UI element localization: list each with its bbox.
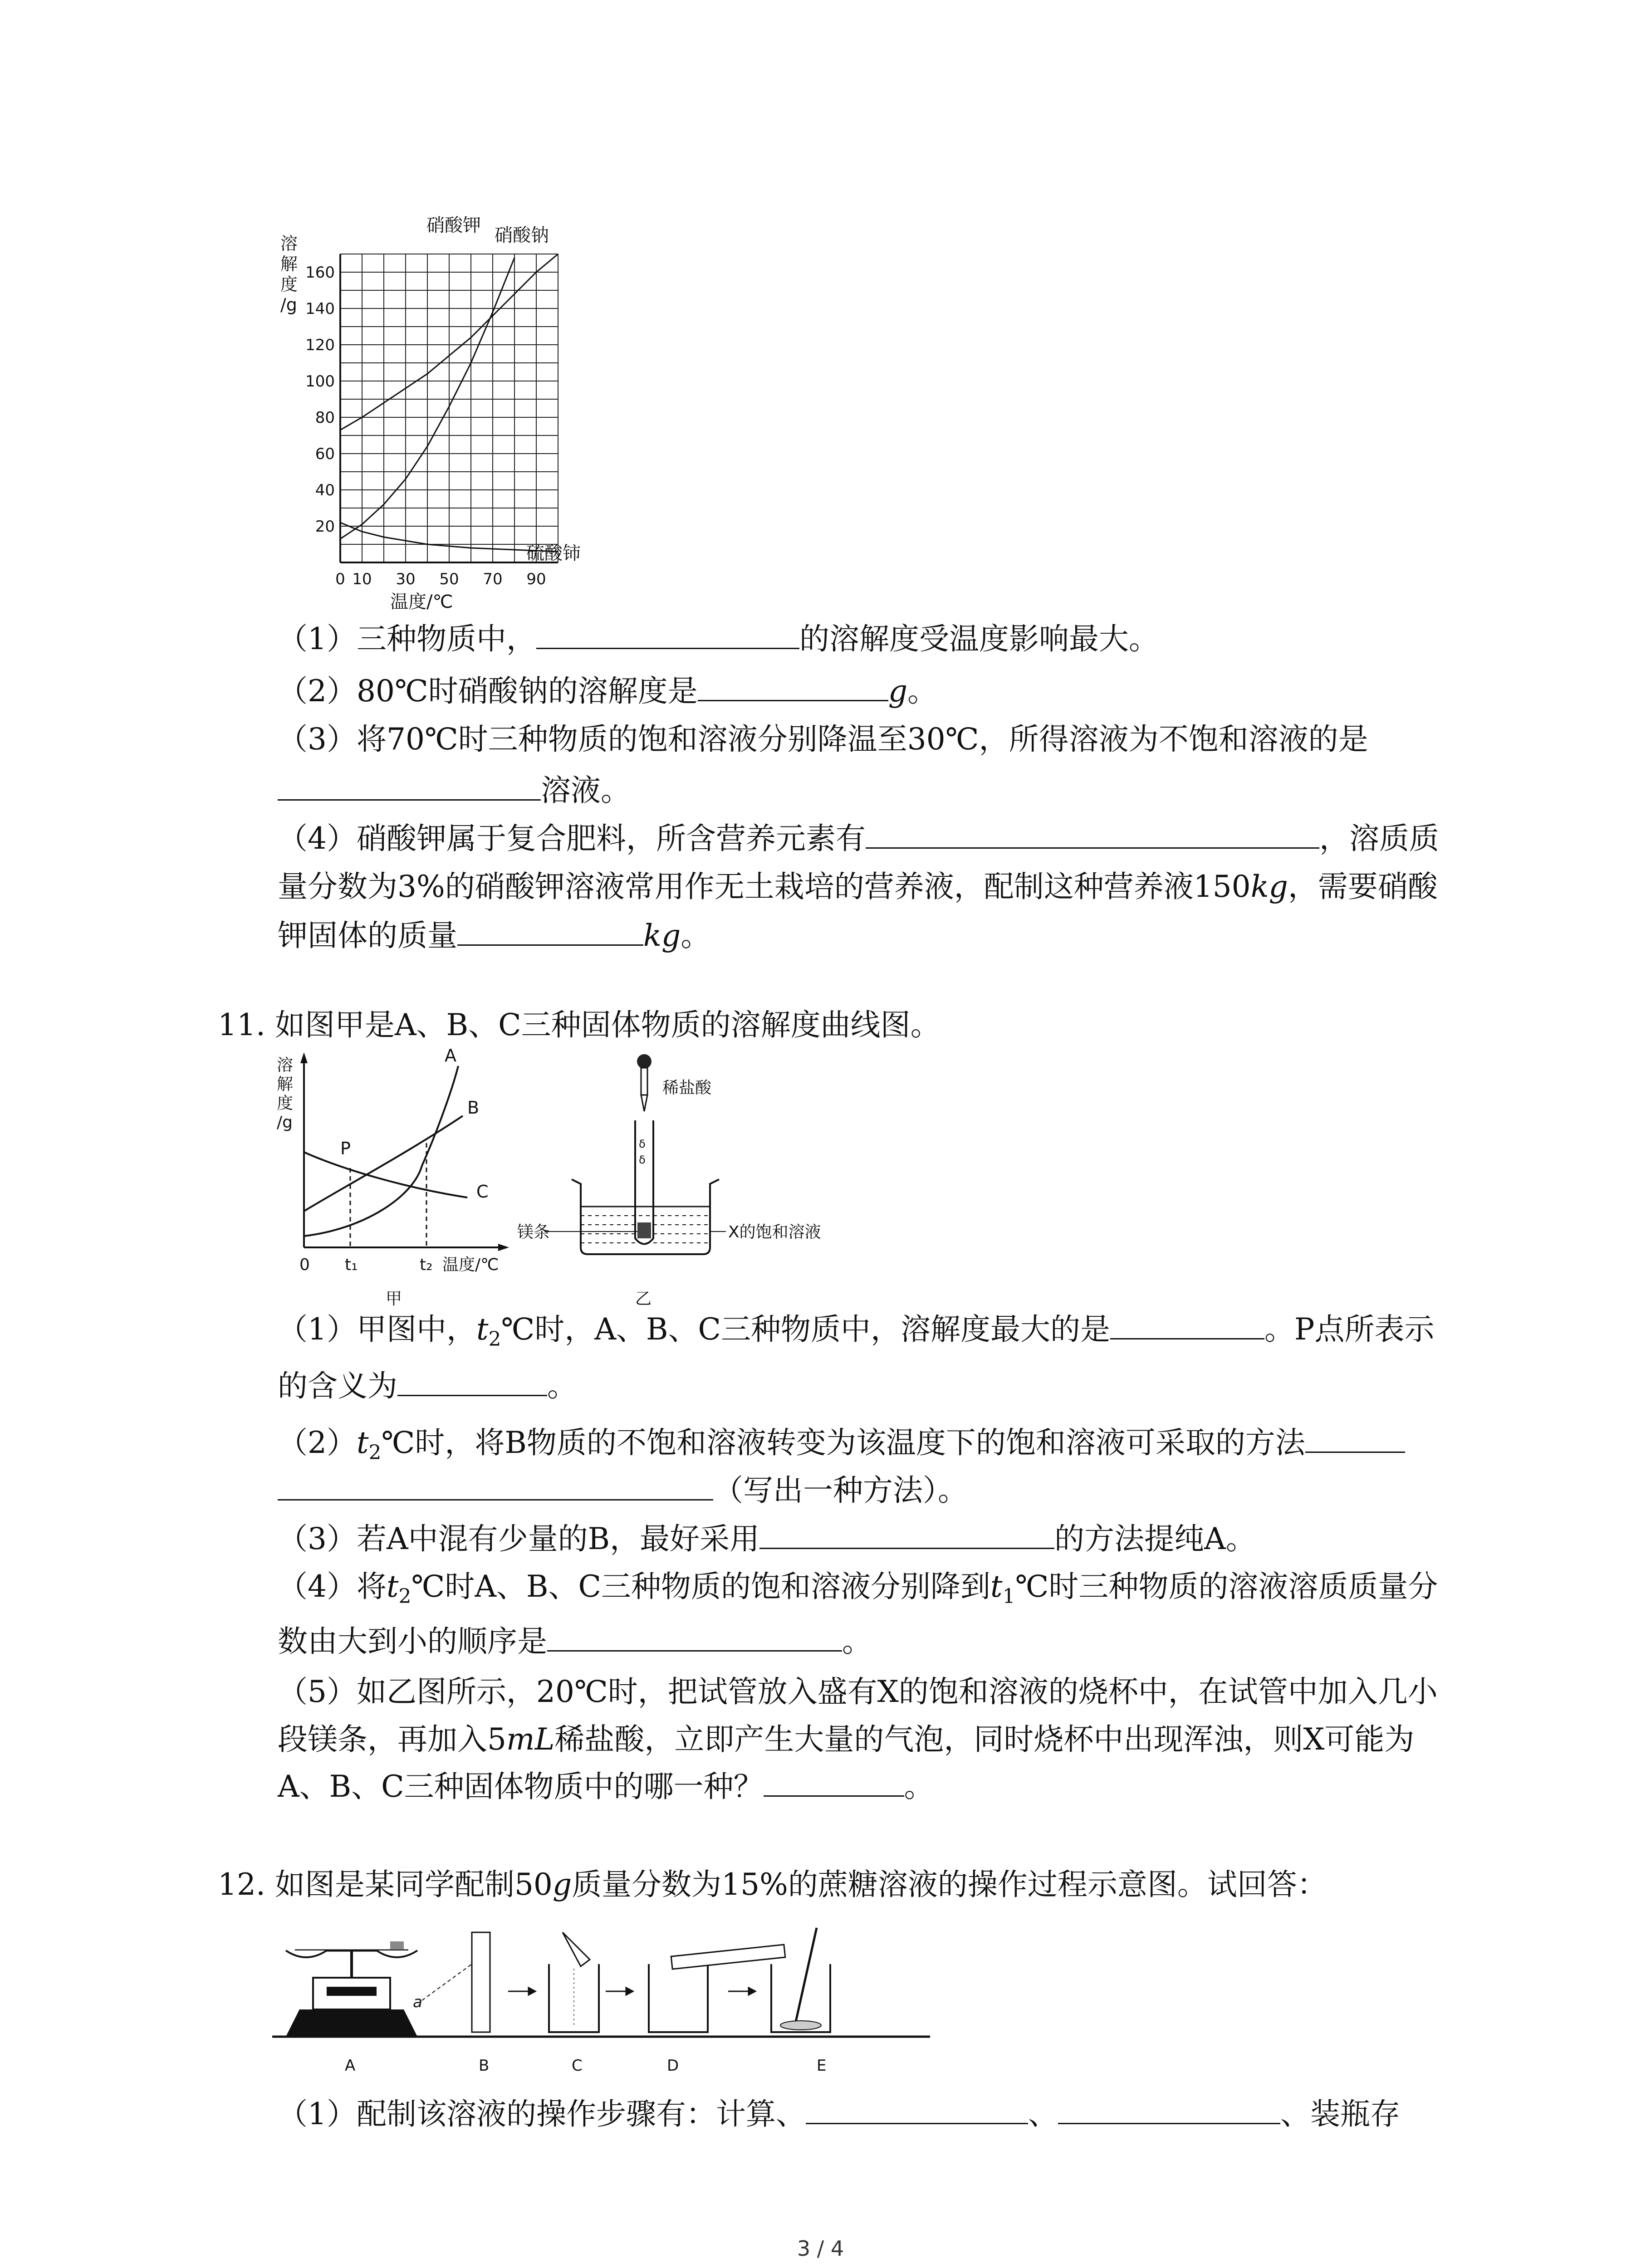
q10-part2: （2）80℃时硝酸钠的溶解度是 g。 [278,674,938,709]
y-label-3: 度 [277,1094,294,1113]
q11-part1-line2: 的含义为 。 [278,1369,577,1403]
apparatus-yi [517,1048,826,1311]
curve-A [304,1066,458,1236]
answer-blank[interactable] [1058,2096,1280,2124]
label-a: a [413,1993,422,2011]
saturated-solution-label: X的饱和溶液 [728,1223,821,1242]
x-tick-t2: t₂ [420,1256,433,1274]
q11-part5-line1: （5）如乙图所示，20℃时，把试管放入盛有X的饱和溶液的烧杯中，在试管中加入几小 [278,1674,1438,1709]
solubility-chart-jia [272,1048,526,1311]
solubility-chart-1 [272,213,590,621]
q11-part1-line1: （1）甲图中，$t_2℃$时，A、B、C三种物质中，溶解度最大的是 。P点所表示 [278,1312,1435,1351]
x-axis-label: 温度/℃ [442,1256,499,1274]
answer-blank[interactable] [866,820,1319,849]
curve-B [304,1116,463,1211]
q11-part4-line1: （4）将$t_2℃$时A、B、C三种物质的饱和溶液分别降到$t_1℃$时三种物质的溶液溶质质量分 [278,1569,1438,1608]
beaker-D [649,1945,785,2032]
svg-text:δ: δ [639,1138,646,1150]
x-tick-t1: t₁ [345,1256,358,1274]
mg-label: 镁条 [517,1223,550,1242]
y-tick-label: 160 [305,264,335,282]
svg-text:δ: δ [639,1154,646,1166]
curve-label-C: C [476,1182,489,1202]
label-D: D [667,2057,679,2075]
q12-part1: （1）配制该溶液的操作步骤有：计算、 、 、装瓶存 [278,2097,1400,2131]
x-tick-0: 0 [299,1256,310,1274]
x-tick-label: 30 [396,570,416,588]
point-label-P: P [340,1139,351,1158]
chart-ticks [305,264,546,588]
answer-blank[interactable] [457,917,643,946]
y-axis-label-1: 溶 [280,234,298,254]
caption-yi: 乙 [635,1290,652,1308]
q11-part5-line2: 段镁条，再加入5mL稀盐酸，立即产生大量的气泡，同时烧杯中出现浑浊，则X可能为 [278,1722,1415,1757]
answer-blank[interactable] [278,1472,713,1501]
y-axis-label-3: 度 [280,274,298,294]
y-tick-label: 40 [315,481,335,499]
y-tick-label: 140 [305,300,335,318]
y-label-2: 解 [277,1075,294,1094]
beaker-E [771,1928,830,2032]
answer-blank[interactable] [764,1768,904,1797]
answer-blank[interactable] [806,2096,1028,2124]
q11-part5-line3: A、B、C三种固体物质中的哪一种？ 。 [278,1769,934,1804]
q10-part4-line1: （4）硝酸钾属于复合肥料，所含营养元素有 ，溶质质 [278,821,1439,856]
y-axis-label-4: /g [280,295,297,315]
x-axis-label: 温度/℃ [390,591,453,612]
y-tick-label: 60 [315,445,335,463]
curve-C [304,1152,467,1198]
y-label-1: 溶 [277,1056,294,1075]
x-tick-label: 50 [439,570,459,588]
series-label-kno3: 硝酸钾 [426,215,481,236]
beaker-C [549,1932,599,2032]
y-tick-label: 20 [315,518,335,536]
x-tick-label: 0 [335,570,345,588]
label-E: E [817,2057,827,2075]
y-label-4: /g [277,1113,293,1132]
q10-part1: （1）三种物质中， 的溶解度受温度影响最大。 [278,621,1159,656]
q10-part4-line3: 钾固体的质量 kg。 [278,918,711,953]
label-A: A [345,2057,356,2075]
q12-title: 12. 如图是某同学配制50g质量分数为15%的蔗糖溶液的操作过程示意图。试回答： [218,1867,1327,1902]
answer-blank[interactable] [1305,1424,1405,1453]
answer-blank[interactable] [278,772,541,801]
label-C: C [572,2057,583,2075]
y-axis-label-2: 解 [280,254,298,274]
acid-label: 稀盐酸 [662,1079,712,1097]
curve-label-B: B [467,1098,480,1118]
curve-label-A: A [445,1046,456,1066]
series-label-nano3: 硝酸钠 [495,225,549,246]
q10-part4-line2: 量分数为3%的硝酸钾溶液常用作无土栽培的营养液，配制这种营养液150kg，需要硝酸 [278,869,1438,904]
page-number: 3 / 4 [797,2236,844,2261]
label-B: B [479,2057,490,2075]
q11-part2-line2: （写出一种方法）。 [278,1472,968,1509]
y-tick-label: 100 [305,372,335,391]
procedure-figure [272,1923,953,2087]
x-tick-label: 70 [483,570,503,588]
q11-part2-line1: $(2)t_2℃$时，将B物质的不饱和溶液转变为该温度下的饱和溶液可采取的方法 [278,1424,1405,1471]
chart-grid [340,254,558,562]
balance-A [286,1941,417,2037]
x-tick-label: 90 [526,570,546,588]
caption-jia: 甲 [386,1290,402,1308]
cylinder-B [413,1932,490,2032]
x-tick-label: 10 [352,570,372,588]
answer-blank[interactable] [759,1520,1054,1549]
answer-blank[interactable] [698,673,888,701]
y-tick-label: 80 [315,409,335,427]
answer-blank[interactable] [397,1368,547,1396]
answer-blank[interactable] [1110,1311,1264,1339]
q10-part3-line2: 溶液。 [278,772,631,809]
y-tick-label: 120 [305,336,335,354]
answer-blank[interactable] [536,621,799,649]
q11-title: 11. 如图甲是A、B、C三种固体物质的溶解度曲线图。 [218,1007,941,1042]
q10-part3-line1: （3）将70℃时三种物质的饱和溶液分别降温至30℃，所得溶液为不饱和溶液的是 [278,722,1368,757]
q11-part4-line2: 数由大到小的顺序是 。 [278,1624,872,1659]
answer-blank[interactable] [547,1623,842,1652]
series-label-ce: 硫酸铈 [526,543,581,564]
q11-part3: （3）若A中混有少量的B，最好采用 的方法提纯A。 [278,1521,1256,1556]
